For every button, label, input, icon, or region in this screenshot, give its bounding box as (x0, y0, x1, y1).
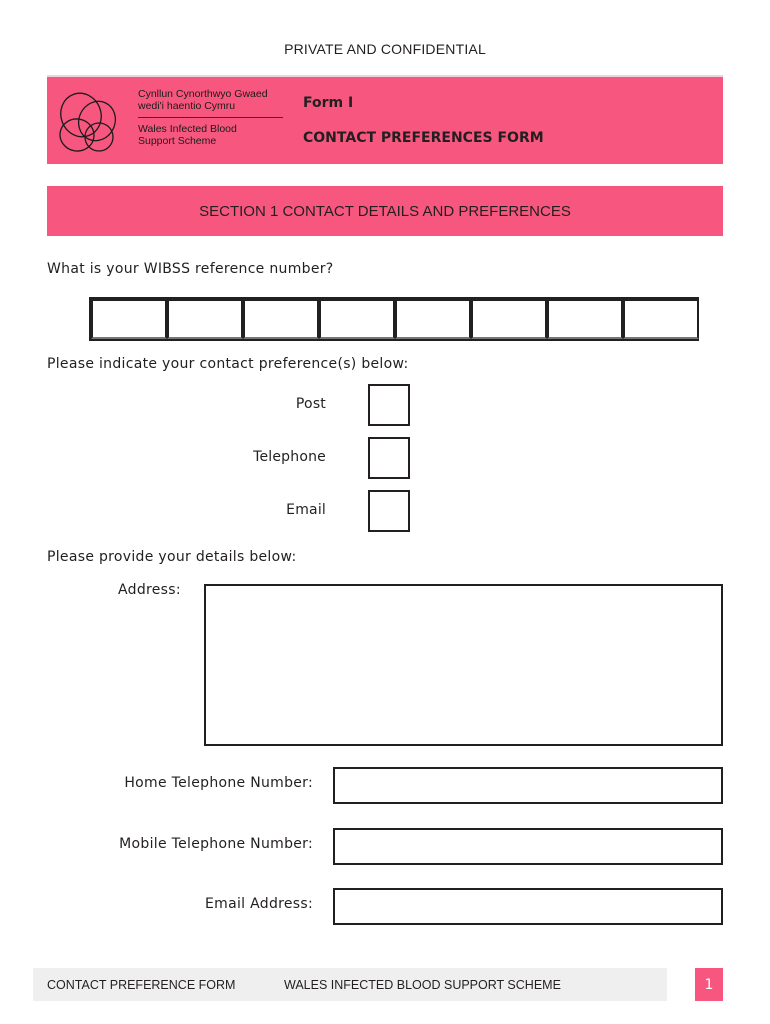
mobile-phone-label: Mobile Telephone Number: (119, 836, 313, 852)
section-title-bar (47, 186, 723, 236)
page-footer (33, 968, 667, 1001)
reference-digit-3[interactable] (243, 299, 319, 339)
reference-question: What is your WIBSS reference number? (47, 261, 334, 277)
preferences-prompt: Please indicate your contact preference(s) below: (47, 356, 409, 372)
home-phone-label: Home Telephone Number: (124, 775, 313, 791)
preference-checkbox-telephone[interactable] (368, 437, 410, 479)
logo-english-line1: Wales Infected Blood (138, 123, 237, 135)
reference-number-grid (89, 297, 699, 341)
reference-digit-6[interactable] (471, 299, 547, 339)
reference-digit-7[interactable] (547, 299, 623, 339)
address-label: Address: (118, 582, 181, 598)
email-field[interactable] (333, 888, 723, 925)
page-number: 1 (695, 968, 723, 1001)
reference-digit-4[interactable] (319, 299, 395, 339)
header-banner (47, 75, 723, 164)
preference-label-post: Post (295, 396, 326, 412)
form-title: CONTACT PREFERENCES FORM (303, 130, 544, 146)
logo-english-name (138, 123, 237, 147)
details-prompt: Please provide your details below: (47, 549, 297, 565)
wibss-logo-icon (55, 85, 135, 157)
footer-form-name: CONTACT PREFERENCE FORM (47, 978, 236, 992)
logo-divider (138, 117, 283, 118)
confidential-heading: PRIVATE AND CONFIDENTIAL (284, 41, 486, 57)
logo-english-line2: Support Scheme (138, 135, 217, 147)
reference-digit-5[interactable] (395, 299, 471, 339)
preference-checkbox-post[interactable] (368, 384, 410, 426)
form-id: Form I (303, 95, 354, 111)
reference-digit-1[interactable] (91, 299, 167, 339)
logo-welsh-name (138, 88, 268, 112)
address-field[interactable] (204, 584, 723, 746)
mobile-phone-field[interactable] (333, 828, 723, 865)
reference-digit-2[interactable] (167, 299, 243, 339)
reference-digit-8[interactable] (623, 299, 699, 339)
preference-label-telephone: Telephone (253, 449, 326, 465)
logo-welsh-line1: Cynllun Cynorthwyo Gwaed (138, 88, 268, 100)
email-label: Email Address: (205, 896, 313, 912)
home-phone-field[interactable] (333, 767, 723, 804)
logo-welsh-line2: wedi'i haentio Cymru (138, 100, 236, 112)
preference-checkbox-email[interactable] (368, 490, 410, 532)
footer-scheme-name: WALES INFECTED BLOOD SUPPORT SCHEME (284, 978, 561, 992)
section-title: SECTION 1 CONTACT DETAILS AND PREFERENCES (199, 202, 571, 220)
preference-label-email: Email (286, 502, 326, 518)
